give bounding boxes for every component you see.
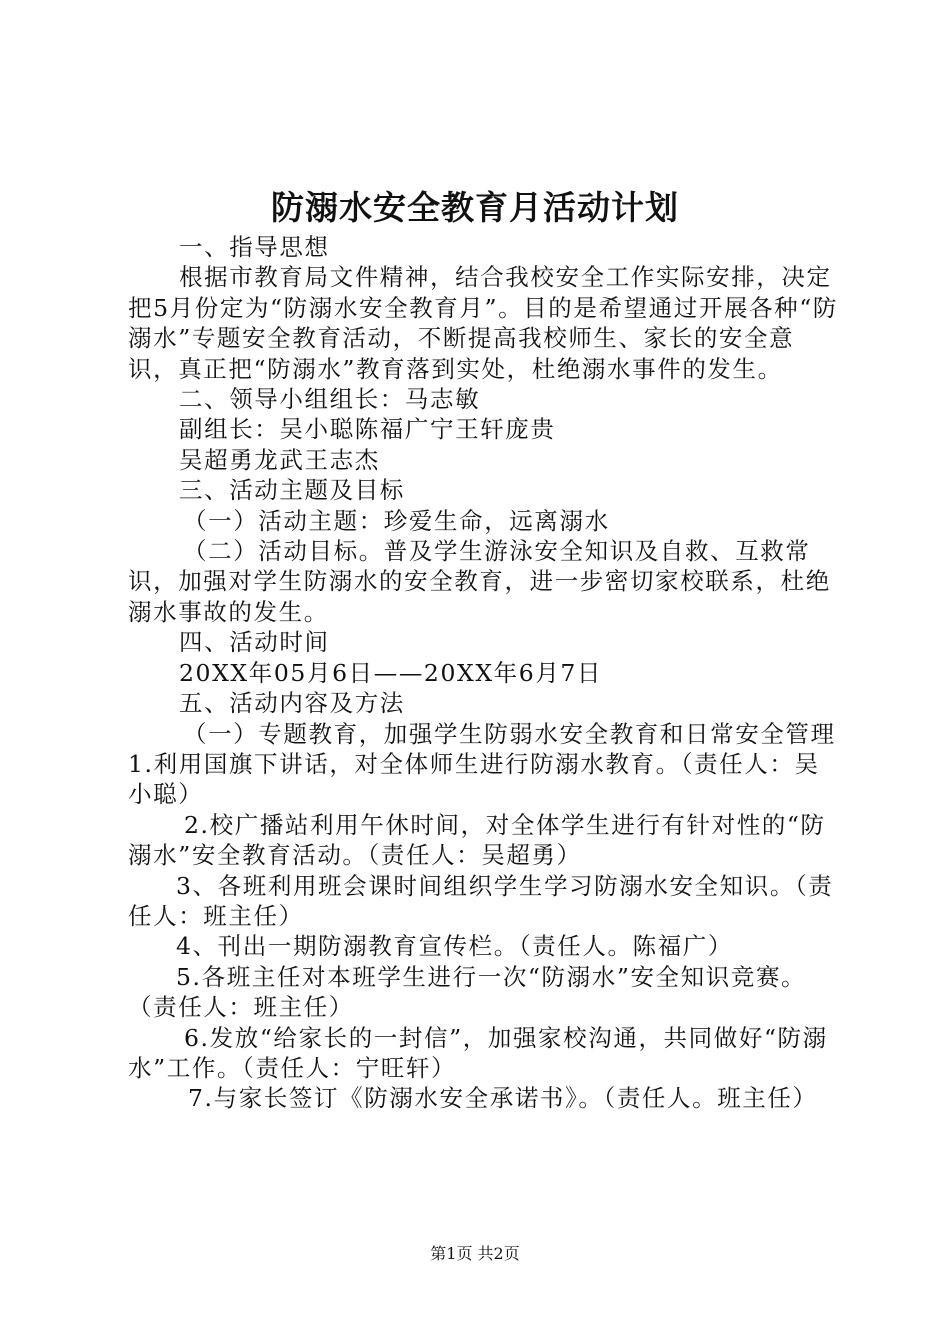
section-heading: 五、活动内容及方法 xyxy=(179,689,405,718)
document-body xyxy=(128,232,844,1114)
list-item: 5.各班主任对本班学生进行一次“防溺水”安全知识竞赛。（责任人：班主任） xyxy=(128,962,807,1022)
paragraph: 吴超勇龙武王志杰 xyxy=(179,445,380,474)
section-heading: 一、指导思想 xyxy=(179,233,330,261)
paragraph: （一）专题教育，加强学生防弱水安全教育和日常安全管理1.利用国旗下讲话，对全体师生进行防溺水教育。（责任人：吴小聪） xyxy=(128,719,836,809)
paragraph: （一）活动主题：珍爱生命，远离溺水 xyxy=(183,506,610,535)
paragraph: （二）活动目标。普及学生游泳安全知识及自救、互救常识，加强对学生防溺水的安全教育，进一步密切家校联系，杜绝溺水事故的发生。 xyxy=(128,537,831,626)
section-heading: 四、活动时间 xyxy=(179,628,330,657)
list-item: 3、各班利用班会课时间组织学生学习防溺水安全知识。（责任人：班主任） xyxy=(128,871,834,930)
list-item: 4、刊出一期防溺教育宣传栏。（责任人。陈福广） xyxy=(176,932,734,961)
section-heading: 三、活动主题及目标 xyxy=(179,476,405,505)
list-item: 2.校广播站利用午休时间，对全体学生进行有针对性的“防溺水”安全教育活动。（责任人：吴超勇） xyxy=(128,810,826,870)
paragraph: 根据市教育局文件精神，结合我校安全工作实际安排，决定把5月份定为“防溺水安全教育月”。目的是希望通过开展各种“防溺水”专题安全教育活动，不断提高我校师生、家长的安全意识，真正把“防溺水”教育落到实处，杜绝溺水事件的发生。 xyxy=(128,263,838,383)
document-title: 防溺水安全教育月活动计划 xyxy=(271,188,679,227)
list-item: 7.与家长签订《防溺水安全承诺书》。（责任人。班主任） xyxy=(188,1084,818,1113)
paragraph: 副组长：吴小聪陈福广宁王轩庞贵 xyxy=(179,415,556,444)
paragraph: 20XX年05月6日——20XX年6月7日 xyxy=(179,658,603,687)
list-item: 6.发放“给家长的一封信”，加强家校沟通，共同做好“防溺水”工作。（责任人：宁旺轩） xyxy=(128,1023,828,1082)
section-heading: 二、领导小组组长：马志敏 xyxy=(179,385,481,414)
page-number: 第1页 共2页 xyxy=(430,1244,520,1263)
